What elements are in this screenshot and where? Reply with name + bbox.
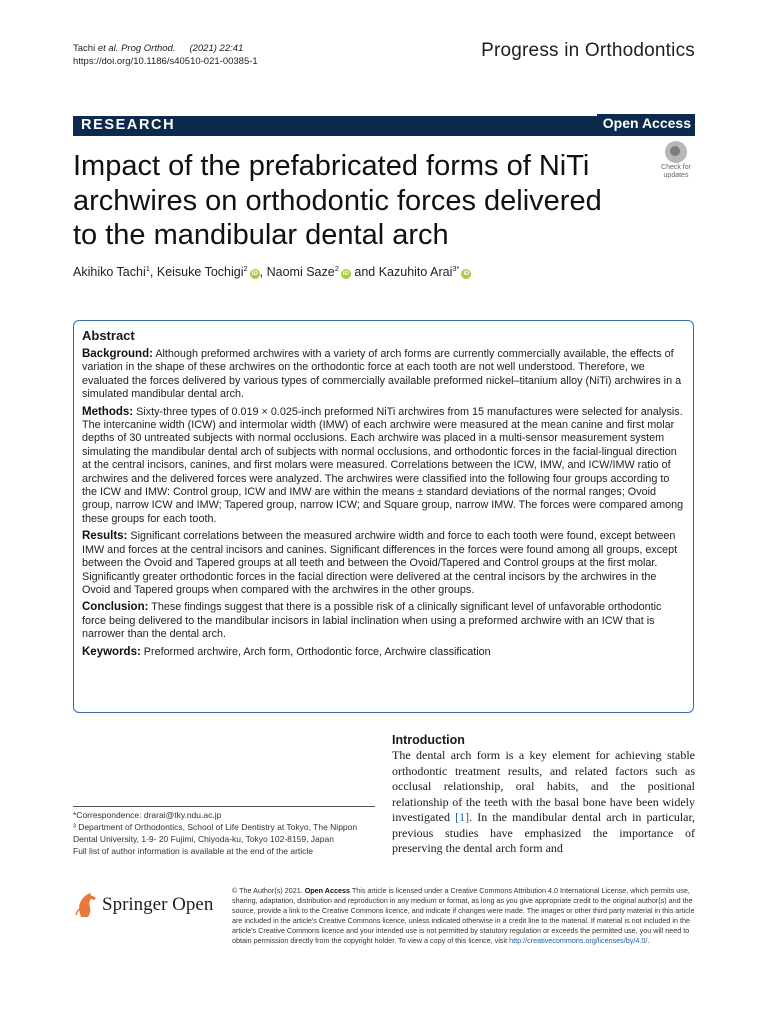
- journal-name: Progress in Orthodontics: [481, 40, 695, 61]
- introduction-heading: Introduction: [392, 733, 465, 747]
- check-updates-icon: [665, 141, 687, 163]
- footnote-divider: [73, 806, 375, 807]
- open-access-badge: Open Access: [597, 114, 695, 134]
- article-title: Impact of the prefabricated forms of NiTi archwires on orthodontic forces delivered to the mandibular dental arch: [73, 150, 602, 251]
- citation-journal: et al. Prog Orthod.: [97, 43, 176, 54]
- footnote: [73, 809, 375, 857]
- citation-authors: Tachi: [73, 43, 98, 54]
- author-affiliation: 3*: [452, 264, 460, 273]
- author-affiliation: 1: [145, 264, 150, 273]
- license-link[interactable]: http://creativecommons.org/licenses/by/4.0/: [509, 936, 648, 945]
- author-affiliation: 2: [334, 264, 339, 273]
- springer-horse-icon: [73, 889, 99, 919]
- introduction-text: The dental arch form is a key element for achieving stable orthodontic treatment results, and related factors such as occlusal relationship, oral habits, and the positional relationship of the teeth with the basal bone have been widely investigated [1]. In the mandibular dental arch in particular, previous studies have emphasized the importance of preserving the dental arch form and: [392, 748, 696, 855]
- abstract-box: [73, 320, 694, 713]
- abstract-heading: Abstract: [82, 328, 135, 343]
- author-name: Kazuhito Arai: [378, 265, 453, 280]
- author-affiliation: 2: [243, 264, 248, 273]
- doi-link[interactable]: https://doi.org/10.1186/s40510-021-00385-1: [73, 56, 258, 67]
- author-name: Keisuke Tochigi: [156, 265, 244, 280]
- abstract-keywords: Keywords: Preformed archwire, Arch form, Orthodontic force, Archwire classification: [82, 645, 491, 658]
- citation-header: [73, 42, 258, 68]
- check-updates-line1: Check for: [661, 164, 691, 171]
- citation-volume: (2021) 22:41: [189, 43, 244, 54]
- license-text: © The Author(s) 2021. Open Access This article is licensed under a Creative Commons Attribution 4.0 International License, which permits use, sharing, adaptation, distribution and reproduction in any medium or format, as long as you give appropriate credit to the original author(s) and the source, provide a link to the Creative Commons licence, and indicate if changes were made. The images or other third party material in this article are included in the article's Creative Commons licence, unless indicated otherwise in a credit line to the material. If material is not included in the article's Creative Commons licence and your intended use is not permitted by statutory regulation or exceeds the permitted use, you will need to obtain permission directly from the copyright holder. To view a copy of this licence, visit http://creativecommons.org/licenses/by/4.0/.: [232, 886, 695, 945]
- orcid-icon[interactable]: iD: [463, 271, 470, 278]
- abstract-background: Background: Although preformed archwires with a variety of arch forms are currently commercially available, the effects of variation in the shape of these archwires on the orthodontic force at each tooth are not well understood. Therefore, we evaluated the forces delivered by various types of commercially available preformed nickel–titanium alloy (NiTi) archwires in a simulated mandibular dental arch.: [82, 348, 682, 401]
- affiliation: ³ Department of Orthodontics, School of Life Dentistry at Tokyo, The Nippon Dental University, 1-9- 20 Fujimi, Chiyoda-ku, Tokyo 102-8159, Japan: [73, 822, 358, 844]
- author-list: Akihiko Tachi$^1$, Keisuke Tochigi$^2$iD , Naomi Saze$^2$iD and Kazuhito Arai$^{3*}$iD: [73, 264, 470, 280]
- abstract-results: Results: Significant correlations between the measured archwire width and force to each tooth were found, except between IMW and forces at the central incisors and canines. Significant differences in the forces were found among all groups, except between the Ovoid and Tapered groups at all teeth and between the Ovoid/Tapered and Control groups at the first molar. Significantly greater orthodontic forces in the facial direction were delivered at the central incisors by the archwires in the Ovoid and Tapered groups when compared with the archwires in the other groups.: [82, 530, 678, 596]
- article-type-banner: [73, 116, 695, 136]
- orcid-icon[interactable]: iD: [342, 271, 349, 278]
- check-for-updates-button[interactable]: [654, 141, 698, 181]
- abstract-conclusion: Conclusion: These findings suggest that there is a possible risk of a clinically significant level of unfavorable orthodontic force being delivered to the mandibular incisors in labial inclination when using a preformed archwire with an ICW that is narrower than the dental arch.: [82, 601, 662, 641]
- reference-link[interactable]: [1]: [455, 810, 470, 824]
- author-name: Akihiko Tachi: [73, 265, 146, 280]
- author-info-note: Full list of author information is available at the end of the article: [73, 846, 314, 856]
- publisher-logo: [73, 889, 223, 921]
- abstract-methods: Methods: Sixty-three types of 0.019 × 0.025-inch preformed NiTi archwires from 15 manufactures were selected for analysis. The intercanine width (ICW) and intermolar width (IMW) of each archwire were measured at the mean canine and first molar depths of 30 untreated subjects with normal occlusions. Each archwire was placed in a multi-sensor measurement system simulating the mandibular dental arch of subjects with normal occlusions, and orthodontic forces in the facial-lingual direction at the central incisors, canines, and first molars were measured. Correlations between the ICW, IMW, and ICW/IMW ratio of archwires and the delivered forces were analyzed. The archwires were classified into the following four groups according to the ICW and IMW: Control group, ICW and IMW are within the means ± standard deviations of the normal ranges; Ovoid group, narrow ICW and IMW; Tapered group, narrow ICW; and Square group, narrow IMW. The forces were compared among these groups for each tooth.: [82, 405, 684, 525]
- research-label: RESEARCH: [81, 117, 176, 133]
- publisher-name: Springer Open: [102, 894, 214, 915]
- correspondence: *Correspondence: drarai@tky.ndu.ac.jp: [73, 810, 222, 820]
- author-name: Naomi Saze: [266, 265, 335, 280]
- orcid-icon[interactable]: iD: [251, 271, 258, 278]
- check-updates-line2: updates: [663, 172, 689, 179]
